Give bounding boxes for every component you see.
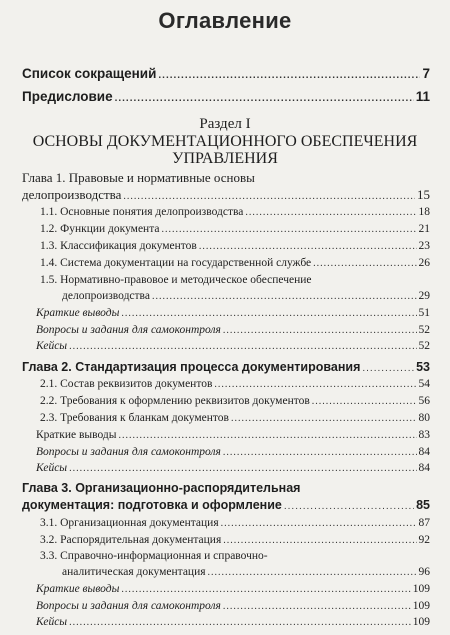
chapter1-title-line2: делопроизводства (22, 187, 122, 202)
toc-item-label: 2.3. Требования к бланкам документов (40, 412, 229, 424)
toc-entry-abbreviations[interactable] (22, 66, 430, 81)
toc-item-page: 92 (418, 534, 430, 546)
toc-entry-page: 85 (416, 498, 430, 512)
toc-item-label: 1.2. Функции документа (40, 223, 160, 235)
toc-entry-page: 53 (416, 360, 430, 374)
toc-item-3-3-line1: 3.3. Справочно-информационная и справочно- (40, 550, 268, 562)
toc-item-page: 87 (418, 517, 430, 529)
leader-dots (223, 325, 417, 336)
toc-questions-3[interactable] (36, 600, 430, 612)
chapter2-title: Глава 2. Стандартизация процесса документирования (22, 360, 361, 374)
leader-dots (231, 413, 417, 424)
leader-dots (223, 447, 417, 458)
toc-item-page: 84 (418, 446, 430, 458)
leader-dots (223, 535, 416, 546)
toc-item-label: делопроизводства (62, 290, 150, 302)
toc-item-1-5-line1: 1.5. Нормативно-правовое и методическое обеспечение (40, 274, 312, 286)
leader-dots (284, 501, 414, 512)
toc-item-page: 23 (418, 240, 430, 252)
leader-dots (199, 241, 417, 252)
chapter3-title-line1: Глава 3. Организационно-распорядительная (22, 481, 301, 495)
leader-dots (221, 518, 417, 529)
leader-dots (121, 584, 410, 595)
leader-dots (312, 396, 417, 407)
section-title-line2: УПРАВЛЕНИЯ (172, 150, 278, 167)
leader-dots (115, 93, 414, 104)
toc-item-page: 51 (418, 307, 430, 319)
leader-dots (208, 567, 417, 578)
toc-item-2-2[interactable] (40, 395, 430, 407)
toc-questions-1[interactable] (36, 324, 430, 336)
toc-chapter3[interactable] (22, 498, 430, 512)
toc-chapter2[interactable] (22, 360, 430, 374)
toc-item-label: 2.1. Состав реквизитов документов (40, 378, 213, 390)
toc-item-label: Краткие выводы (36, 307, 120, 319)
toc-item-label: 1.3. Классификация документов (40, 240, 197, 252)
toc-item-3-3[interactable] (62, 566, 430, 578)
toc-item-page: 26 (418, 257, 430, 269)
page-title: Оглавление (158, 8, 292, 33)
toc-item-page: 18 (418, 206, 430, 218)
toc-item-label: аналитическая документация (62, 566, 206, 578)
toc-item-label: Краткие выводы (36, 429, 117, 441)
leader-dots (118, 430, 416, 441)
toc-item-label: Кейсы (36, 340, 68, 352)
toc-item-label: 3.2. Распорядительная документация (40, 534, 222, 546)
toc-item-page: 109 (412, 616, 430, 628)
toc-item-page: 21 (418, 223, 430, 235)
leader-dots (313, 258, 416, 269)
toc-item-label: Краткие выводы (36, 583, 120, 595)
leader-dots (158, 70, 420, 81)
section-title-line1: ОСНОВЫ ДОКУМЕНТАЦИОННОГО ОБЕСПЕЧЕНИЯ (32, 133, 418, 150)
toc-summary-3[interactable] (36, 583, 430, 595)
leader-dots (152, 291, 417, 302)
toc-item-label: 3.1. Организационная документация (40, 517, 219, 529)
leader-dots (123, 191, 415, 202)
toc-entry-page: 11 (415, 89, 430, 104)
toc-item-2-3[interactable] (40, 412, 430, 424)
toc-item-1-1[interactable] (40, 206, 430, 218)
toc-item-page: 96 (418, 566, 430, 578)
toc-item-3-2[interactable] (40, 534, 430, 546)
toc-entry-page: 15 (417, 187, 430, 202)
toc-summary-2[interactable] (36, 429, 430, 441)
toc-item-page: 109 (412, 583, 430, 595)
toc-item-page: 109 (412, 600, 430, 612)
toc-item-label: Кейсы (36, 616, 68, 628)
toc-entry-page: 7 (422, 66, 430, 81)
toc-item-3-1[interactable] (40, 517, 430, 529)
toc-item-label: Вопросы и задания для самоконтроля (36, 446, 221, 458)
toc-item-label: Вопросы и задания для самоконтроля (36, 324, 221, 336)
toc-item-page: 84 (418, 462, 430, 474)
leader-dots (362, 363, 414, 374)
leader-dots (161, 224, 416, 235)
toc-item-page: 56 (418, 395, 430, 407)
toc-cases-3[interactable] (36, 616, 430, 628)
toc-item-label: Вопросы и задания для самоконтроля (36, 600, 221, 612)
toc-chapter1[interactable] (22, 187, 430, 203)
leader-dots (214, 379, 416, 390)
toc-item-page: 83 (418, 429, 430, 441)
toc-entry-preface[interactable] (22, 89, 430, 104)
leader-dots (121, 308, 416, 319)
toc-item-2-1[interactable] (40, 378, 430, 390)
section-label: Раздел I (199, 116, 251, 132)
toc-item-label: 1.4. Система документации на государственной службе (40, 257, 312, 269)
toc-item-1-2[interactable] (40, 223, 430, 235)
toc-item-label: 2.2. Требования к оформлению реквизитов документов (40, 395, 310, 407)
leader-dots (69, 341, 416, 352)
chapter3-title-line2: документация: подготовка и оформление (22, 498, 282, 512)
leader-dots (223, 601, 411, 612)
toc-item-1-5[interactable] (62, 290, 430, 302)
toc-entry-label: Предисловие (22, 89, 113, 104)
toc-item-label: Кейсы (36, 462, 68, 474)
toc-item-page: 29 (418, 290, 430, 302)
toc-item-page: 54 (418, 378, 430, 390)
toc-cases-2[interactable] (36, 462, 430, 474)
chapter1-title-line1: Глава 1. Правовые и нормативные основы (22, 170, 255, 185)
toc-questions-2[interactable] (36, 446, 430, 458)
toc-cases-1[interactable] (36, 340, 430, 352)
toc-item-page: 52 (418, 340, 430, 352)
leader-dots (245, 207, 416, 218)
toc-item-page: 52 (418, 324, 430, 336)
toc-item-1-4[interactable] (40, 257, 430, 269)
leader-dots (69, 463, 416, 474)
toc-entry-label: Список сокращений (22, 66, 157, 81)
toc-item-label: 1.1. Основные понятия делопроизводства (40, 206, 244, 218)
toc-item-1-3[interactable] (40, 240, 430, 252)
toc-item-page: 80 (418, 412, 430, 424)
leader-dots (69, 617, 411, 628)
toc-summary-1[interactable] (36, 307, 430, 319)
